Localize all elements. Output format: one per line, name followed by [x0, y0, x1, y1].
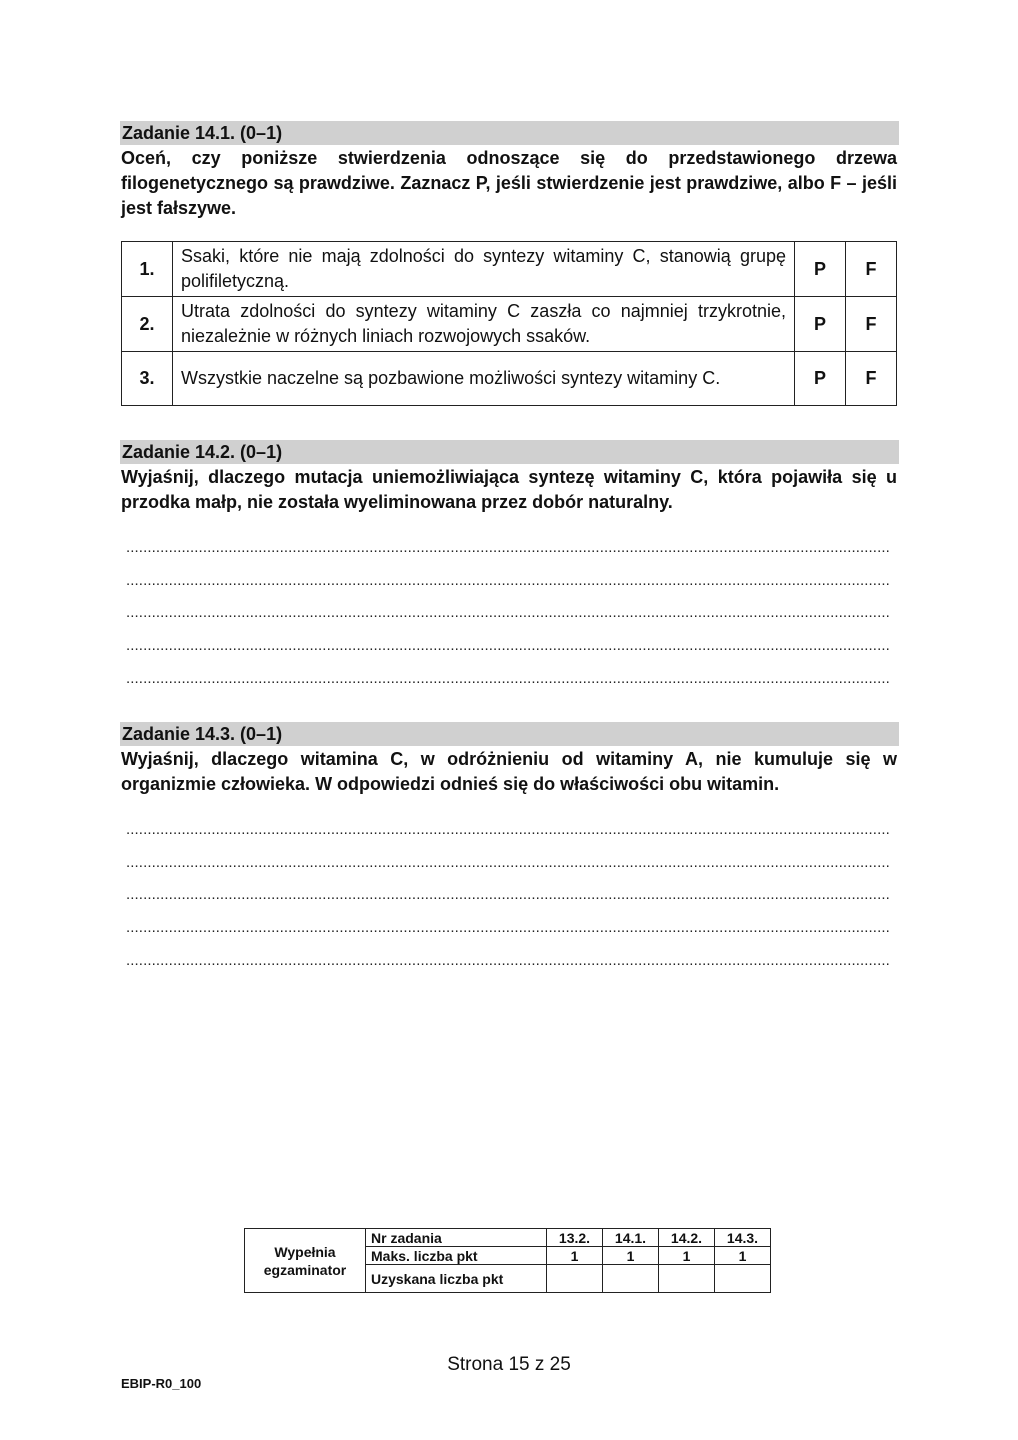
statement-number: 1. [122, 242, 173, 297]
page-number: Strona 15 z 25 [447, 1354, 571, 1375]
examiner-label-line2: egzaminator [263, 1261, 347, 1278]
obtained-points-cell[interactable] [603, 1265, 659, 1293]
answer-line[interactable]: ................................................................................................................................................................................... [126, 822, 890, 838]
task-number-cell: 14.3. [715, 1229, 771, 1247]
task-number-label: Nr zadania [366, 1229, 547, 1247]
task-number-cell: 14.1. [603, 1229, 659, 1247]
task-14-3-header: Zadanie 14.3. (0–1) [120, 722, 899, 746]
max-points-cell: 1 [715, 1247, 771, 1265]
examiner-label [245, 1229, 366, 1293]
answer-line[interactable]: ................................................................................................................................................................................... [126, 605, 890, 621]
obtained-points-label: Uzyskana liczba pkt [366, 1265, 547, 1293]
answer-line[interactable]: ................................................................................................................................................................................... [126, 573, 890, 589]
statement-text: Ssaki, które nie mają zdolności do syntezy witaminy C, stanowią grupę polifiletyczną. [173, 242, 795, 297]
task-14-3-instruction: Wyjaśnij, dlaczego witamina C, w odróżnieniu od witaminy A, nie kumuluje się w organizmie człowieka. W odpowiedzi odnieś się do właściwości obu witamin. [121, 749, 897, 794]
option-true[interactable]: P [795, 352, 846, 406]
task-14-1-header: Zadanie 14.1. (0–1) [120, 121, 899, 145]
statement-row [122, 242, 897, 297]
max-points-cell: 1 [603, 1247, 659, 1265]
examiner-score-table [244, 1228, 771, 1293]
obtained-points-cell[interactable] [547, 1265, 603, 1293]
task-14-2-instruction: Wyjaśnij, dlaczego mutacja uniemożliwiająca syntezę witaminy C, która pojawiła się u przodka małp, nie została wyeliminowana przez dobór naturalny. [121, 467, 897, 512]
statement-text: Utrata zdolności do syntezy witaminy C zaszła co najmniej trzykrotnie, niezależnie w różnych liniach rozwojowych ssaków. [173, 297, 795, 352]
task-number-cell: 13.2. [547, 1229, 603, 1247]
answer-line[interactable]: ................................................................................................................................................................................... [126, 540, 890, 556]
exam-code: EBIP-R0_100 [121, 1376, 202, 1391]
answer-line[interactable]: ................................................................................................................................................................................... [126, 638, 890, 654]
answer-line[interactable]: ................................................................................................................................................................................... [126, 920, 890, 936]
obtained-points-cell[interactable] [715, 1265, 771, 1293]
answer-line[interactable]: ................................................................................................................................................................................... [126, 855, 890, 871]
max-points-cell: 1 [659, 1247, 715, 1265]
examiner-label-line1: Wypełnia [274, 1243, 336, 1260]
statement-row [122, 352, 897, 406]
max-points-label: Maks. liczba pkt [366, 1247, 547, 1265]
max-points-cell: 1 [547, 1247, 603, 1265]
answer-line[interactable]: ................................................................................................................................................................................... [126, 671, 890, 687]
statement-number: 3. [122, 352, 173, 406]
task-number-cell: 14.2. [659, 1229, 715, 1247]
obtained-points-cell[interactable] [659, 1265, 715, 1293]
true-false-table [121, 241, 897, 406]
option-false[interactable]: F [846, 352, 897, 406]
option-true[interactable]: P [795, 297, 846, 352]
task-14-1-instruction: Oceń, czy poniższe stwierdzenia odnoszące się do przedstawionego drzewa filogenetycznego są prawdziwe. Zaznacz P, jeśli stwierdzenie jest prawdziwe, albo F – jeśli jest fałszywe. [121, 148, 897, 218]
statement-text: Wszystkie naczelne są pozbawione możliwości syntezy witaminy C. [173, 352, 795, 406]
statement-row [122, 297, 897, 352]
option-true[interactable]: P [795, 242, 846, 297]
task-14-2-header: Zadanie 14.2. (0–1) [120, 440, 899, 464]
answer-line[interactable]: ................................................................................................................................................................................... [126, 887, 890, 903]
answer-line[interactable]: ................................................................................................................................................................................... [126, 953, 890, 969]
statement-number: 2. [122, 297, 173, 352]
option-false[interactable]: F [846, 242, 897, 297]
option-false[interactable]: F [846, 297, 897, 352]
